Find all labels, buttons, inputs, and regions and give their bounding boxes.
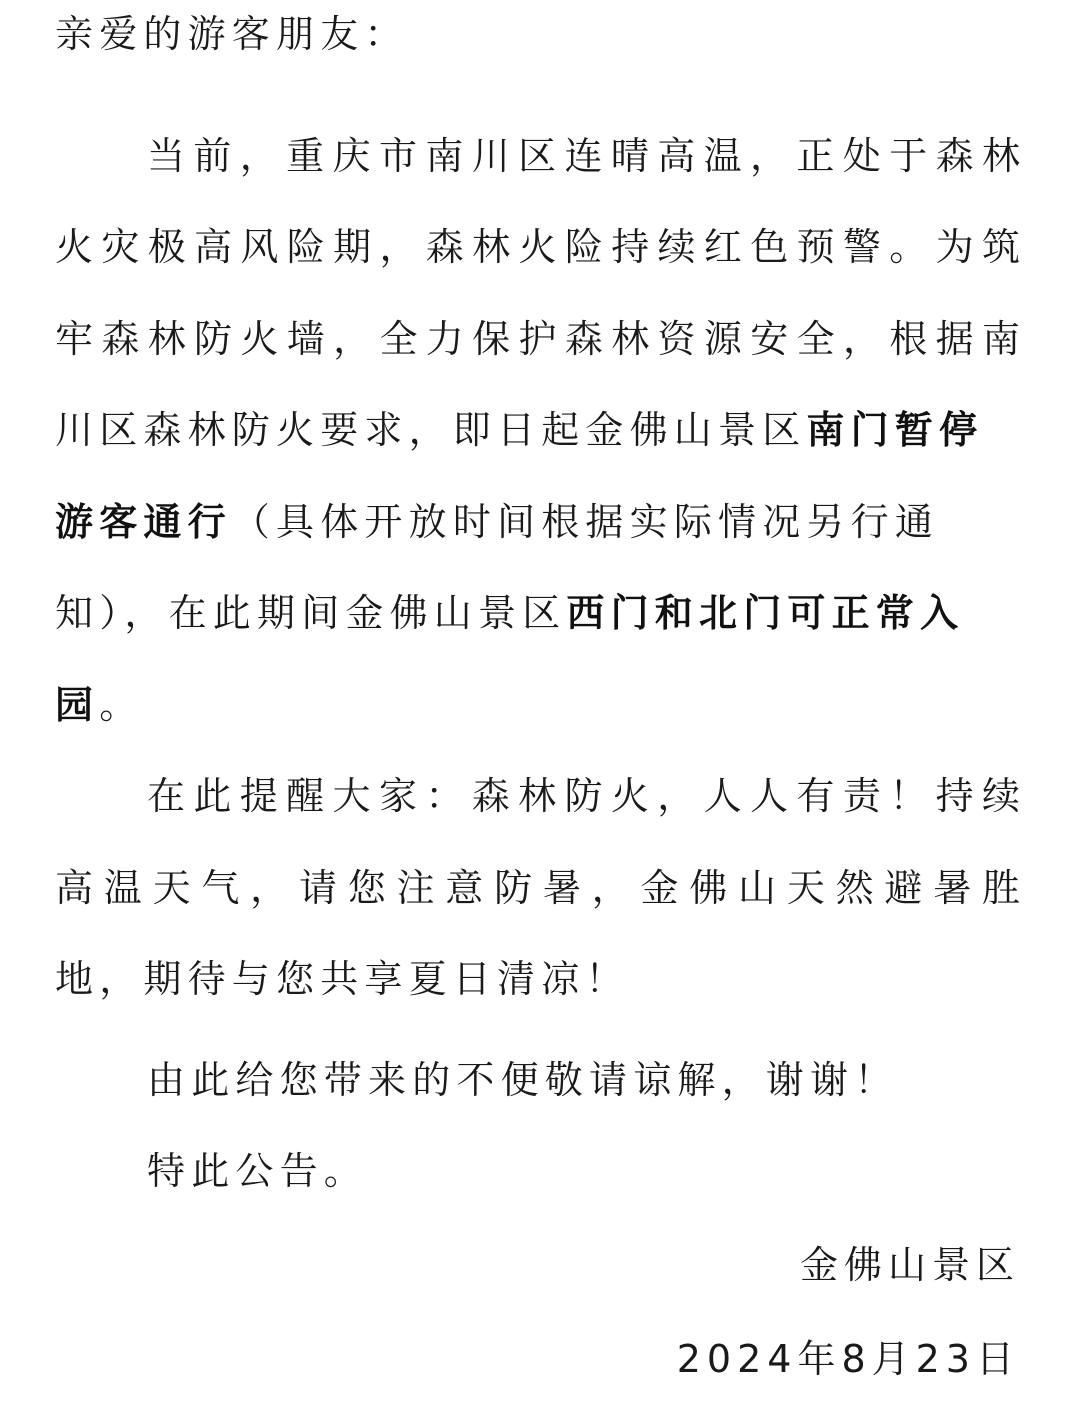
text-segment: 川区森林防火要求，即日起金佛山景区: [55, 408, 807, 452]
paragraph1-line-2: [55, 217, 1020, 277]
paragraph1-line-5: [55, 492, 1020, 552]
paragraph1-line-6: [55, 583, 1020, 643]
paragraph2-line-2: 高温天气，请您注意防暑，金佛山天然避暑胜: [55, 866, 1020, 910]
salutation: 亲爱的游客朋友：: [55, 12, 409, 56]
text-segment: 牢森林防火墙，全力保护森林资源安全，根据南: [55, 317, 1020, 361]
apology-text: 由此给您带来的不便敬请谅解，谢谢！: [147, 1058, 899, 1102]
paragraph2-line-1: 在此提醒大家：森林防火，人人有责！持续: [147, 774, 1020, 818]
paragraph2-line-3: 地，期待与您共享夏日清凉！: [55, 957, 630, 1001]
emphasis-park-entry: 园: [55, 683, 100, 727]
paragraph1-line-3: [55, 309, 1020, 369]
signature-organization: 金佛山景区: [799, 1243, 1020, 1287]
text-segment: 当前，重庆市南川区连晴高温，正处于森林: [147, 134, 1020, 178]
text-segment: 。: [99, 683, 144, 727]
paragraph1-line-4: [55, 400, 1020, 460]
signature-date: 2024年8月23日: [676, 1337, 1020, 1381]
text-segment: 知），在此期间金佛山景区: [55, 591, 567, 635]
closing-text: 特此公告。: [147, 1149, 369, 1193]
paragraph1-line-7: [55, 675, 1020, 735]
emphasis-south-gate-closed: 南门暂停: [806, 408, 984, 452]
emphasis-visitor-passage: 游客通行: [55, 500, 232, 544]
emphasis-west-north-gates-open: 西门和北门可正常入: [566, 591, 965, 635]
text-segment: （具体开放时间根据实际情况另行通: [231, 500, 940, 544]
text-segment: 火灾极高风险期，森林火险持续红色预警。为筑: [55, 225, 1020, 269]
paragraph1-line-1: [147, 126, 1020, 186]
